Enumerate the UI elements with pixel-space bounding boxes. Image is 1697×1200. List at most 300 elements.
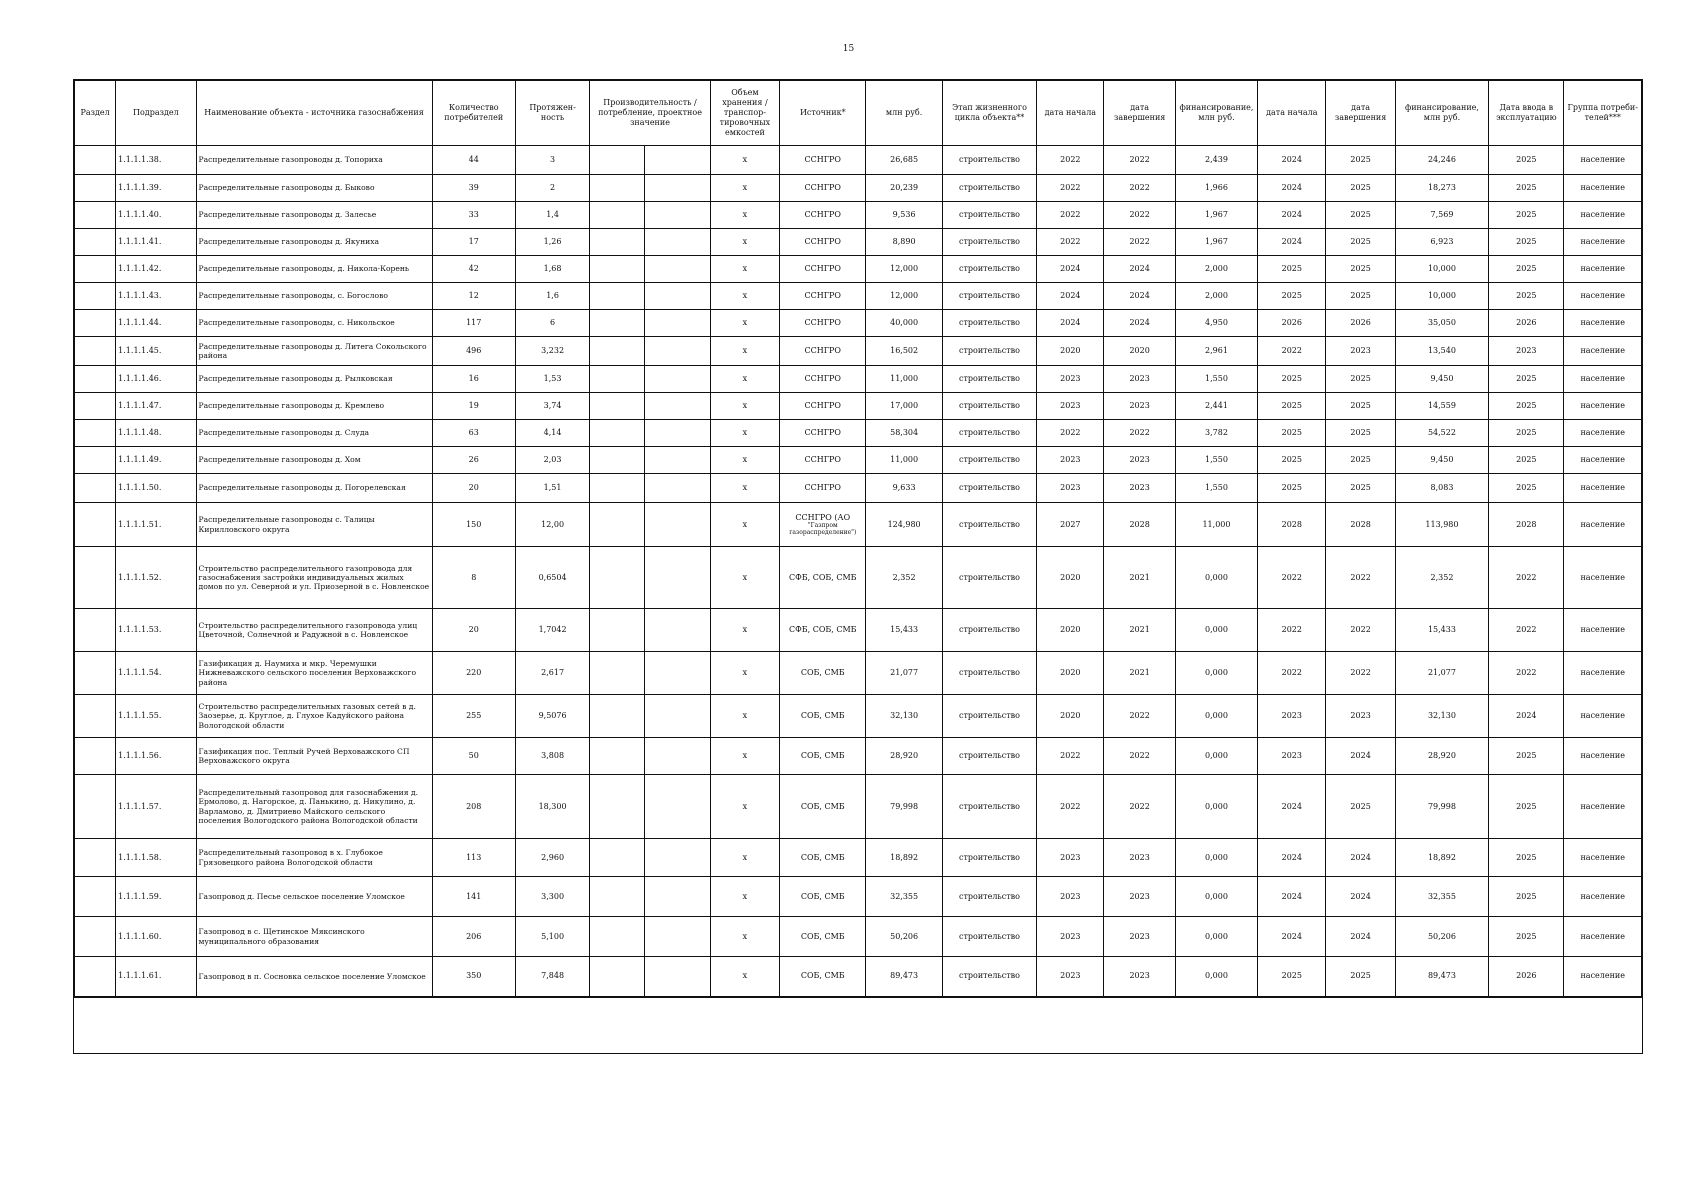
- row-date-end-1: 2021: [1104, 547, 1175, 609]
- row-consumer-group: население: [1564, 337, 1642, 366]
- row-storage: х: [710, 393, 779, 420]
- row-date-start-2: 2022: [1258, 652, 1326, 695]
- row-object-name: Газификация пос. Теплый Ручей Верховажского СП Верховажского округа: [196, 738, 432, 775]
- row-date-end-2: 2025: [1326, 256, 1395, 283]
- row-commission-date: 2022: [1489, 547, 1564, 609]
- row-financing-1: 0,000: [1175, 609, 1257, 652]
- row-object-name: Распределительные газопроводы д. Хом: [196, 447, 432, 474]
- row-financing-2: 18,892: [1395, 839, 1488, 877]
- row-code: 1.1.1.1.39.: [116, 175, 196, 202]
- row-date-end-2: 2025: [1326, 420, 1395, 447]
- table-row: [75, 652, 1642, 695]
- row-consumer-group: население: [1564, 366, 1642, 393]
- row-financing-2: 32,130: [1395, 695, 1488, 738]
- row-financing-2: 15,433: [1395, 609, 1488, 652]
- row-object-name: Газопровод д. Песье сельское поселение Уломское: [196, 877, 432, 917]
- row-object-name: Распределительные газопроводы д. Рылковская: [196, 366, 432, 393]
- row-date-end-1: 2022: [1104, 695, 1175, 738]
- row-stage: строительство: [942, 175, 1036, 202]
- row-consumer-group: население: [1564, 503, 1642, 547]
- row-consumers: 12: [432, 283, 515, 310]
- row-date-start-1: 2024: [1037, 310, 1104, 337]
- row-storage: х: [710, 775, 779, 839]
- row-code: 1.1.1.1.46.: [116, 366, 196, 393]
- row-consumer-group: население: [1564, 256, 1642, 283]
- row-source: ССНГРО: [780, 202, 866, 229]
- row-source: ССНГРО: [780, 229, 866, 256]
- row-date-start-2: 2022: [1258, 547, 1326, 609]
- row-productivity: [590, 957, 645, 997]
- row-date-start-1: 2024: [1037, 283, 1104, 310]
- row-date-end-2: 2023: [1326, 337, 1395, 366]
- row-date-end-2: 2025: [1326, 202, 1395, 229]
- row-length: 12,00: [515, 503, 589, 547]
- row-object-name: Распределительный газопровод для газоснабжения д. Ермолово, д. Нагорское, д. Панькино, д. Никулино, д. Варламово, д. Дмитриево Майского сельского поселения Вологодского района Вологодской области: [196, 775, 432, 839]
- row-financing-1: 2,439: [1175, 146, 1257, 175]
- table-row: [75, 283, 1642, 310]
- table-row: [75, 146, 1642, 175]
- row-financing-2: 50,206: [1395, 917, 1488, 957]
- row-date-start-1: 2023: [1037, 447, 1104, 474]
- row-consumer-group: население: [1564, 310, 1642, 337]
- row-consumer-group: население: [1564, 547, 1642, 609]
- row-date-start-1: 2023: [1037, 877, 1104, 917]
- row-commission-date: 2025: [1489, 447, 1564, 474]
- row-productivity: [590, 738, 645, 775]
- row-code: 1.1.1.1.58.: [116, 839, 196, 877]
- row-date-end-1: 2021: [1104, 652, 1175, 695]
- row-length: 3,300: [515, 877, 589, 917]
- row-consumer-group: население: [1564, 917, 1642, 957]
- row-length: 2,617: [515, 652, 589, 695]
- row-consumers: 496: [432, 337, 515, 366]
- row-cost: 16,502: [866, 337, 942, 366]
- row-productivity: [590, 256, 645, 283]
- row-commission-date: 2028: [1489, 503, 1564, 547]
- row-length: 3,808: [515, 738, 589, 775]
- row-razdel: [75, 337, 116, 366]
- row-razdel: [75, 503, 116, 547]
- row-stage: строительство: [942, 547, 1036, 609]
- row-date-start-1: 2024: [1037, 256, 1104, 283]
- row-storage: х: [710, 839, 779, 877]
- row-financing-2: 21,077: [1395, 652, 1488, 695]
- header-stage: Этап жизненного цикла объекта**: [942, 81, 1036, 146]
- row-productivity-value: [645, 877, 710, 917]
- row-object-name: Распределительные газопроводы д. Литега Сокольского района: [196, 337, 432, 366]
- row-date-end-2: 2025: [1326, 366, 1395, 393]
- row-productivity: [590, 229, 645, 256]
- table-row: [75, 775, 1642, 839]
- row-source: СФБ, СОБ, СМБ: [780, 547, 866, 609]
- row-stage: строительство: [942, 256, 1036, 283]
- row-stage: строительство: [942, 393, 1036, 420]
- table-row: [75, 695, 1642, 738]
- row-source: ССНГРО: [780, 420, 866, 447]
- row-date-end-2: 2024: [1326, 738, 1395, 775]
- row-consumers: 350: [432, 957, 515, 997]
- table-row: [75, 256, 1642, 283]
- row-consumers: 39: [432, 175, 515, 202]
- row-financing-2: 8,083: [1395, 474, 1488, 503]
- row-date-end-1: 2024: [1104, 256, 1175, 283]
- row-financing-2: 7,569: [1395, 202, 1488, 229]
- row-date-start-2: 2025: [1258, 256, 1326, 283]
- row-stage: строительство: [942, 310, 1036, 337]
- row-razdel: [75, 146, 116, 175]
- row-financing-2: 10,000: [1395, 256, 1488, 283]
- row-source: СОБ, СМБ: [780, 917, 866, 957]
- row-date-start-2: 2025: [1258, 420, 1326, 447]
- table-row: [75, 310, 1642, 337]
- row-length: 6: [515, 310, 589, 337]
- row-productivity: [590, 695, 645, 738]
- row-date-end-1: 2023: [1104, 393, 1175, 420]
- row-commission-date: 2025: [1489, 738, 1564, 775]
- row-date-end-1: 2023: [1104, 957, 1175, 997]
- table-row: [75, 503, 1642, 547]
- row-cost: 28,920: [866, 738, 942, 775]
- row-date-end-1: 2020: [1104, 337, 1175, 366]
- row-razdel: [75, 547, 116, 609]
- row-razdel: [75, 283, 116, 310]
- row-productivity-value: [645, 917, 710, 957]
- row-financing-2: 32,355: [1395, 877, 1488, 917]
- header-financing-2: финансирование, млн руб.: [1395, 81, 1488, 146]
- row-object-name: Распределительные газопроводы, с. Богослово: [196, 283, 432, 310]
- row-financing-2: 9,450: [1395, 366, 1488, 393]
- row-commission-date: 2025: [1489, 393, 1564, 420]
- row-date-end-2: 2025: [1326, 775, 1395, 839]
- row-financing-2: 2,352: [1395, 547, 1488, 609]
- row-source: СОБ, СМБ: [780, 775, 866, 839]
- row-financing-2: 24,246: [1395, 146, 1488, 175]
- row-financing-1: 1,550: [1175, 474, 1257, 503]
- row-date-end-1: 2022: [1104, 229, 1175, 256]
- row-razdel: [75, 256, 116, 283]
- row-source: ССНГРО: [780, 175, 866, 202]
- row-stage: строительство: [942, 420, 1036, 447]
- row-length: 0,6504: [515, 547, 589, 609]
- row-source: ССНГРО: [780, 393, 866, 420]
- row-date-end-1: 2023: [1104, 474, 1175, 503]
- row-financing-2: 113,980: [1395, 503, 1488, 547]
- row-productivity: [590, 877, 645, 917]
- row-financing-2: 28,920: [1395, 738, 1488, 775]
- header-source: Источник*: [780, 81, 866, 146]
- row-date-end-1: 2022: [1104, 202, 1175, 229]
- row-storage: х: [710, 547, 779, 609]
- row-date-end-1: 2022: [1104, 775, 1175, 839]
- row-consumer-group: население: [1564, 738, 1642, 775]
- row-date-end-1: 2022: [1104, 146, 1175, 175]
- row-source: СОБ, СМБ: [780, 738, 866, 775]
- row-source-main: ССНГРО (АО: [795, 512, 851, 522]
- row-object-name: Распределительные газопроводы д. Слуда: [196, 420, 432, 447]
- header-financing-1: финансирование, млн руб.: [1175, 81, 1257, 146]
- row-cost: 124,980: [866, 503, 942, 547]
- row-consumers: 141: [432, 877, 515, 917]
- row-storage: х: [710, 229, 779, 256]
- row-razdel: [75, 393, 116, 420]
- row-financing-2: 10,000: [1395, 283, 1488, 310]
- row-length: 3,74: [515, 393, 589, 420]
- row-date-end-1: 2023: [1104, 366, 1175, 393]
- row-date-start-2: 2025: [1258, 366, 1326, 393]
- row-storage: х: [710, 652, 779, 695]
- row-productivity: [590, 283, 645, 310]
- row-stage: строительство: [942, 695, 1036, 738]
- row-stage: строительство: [942, 652, 1036, 695]
- row-productivity-value: [645, 447, 710, 474]
- row-object-name: Распределительные газопроводы д. Погорелевская: [196, 474, 432, 503]
- row-date-end-2: 2024: [1326, 917, 1395, 957]
- row-stage: строительство: [942, 775, 1036, 839]
- table-row: [75, 175, 1642, 202]
- row-consumers: 17: [432, 229, 515, 256]
- row-razdel: [75, 695, 116, 738]
- row-object-name: Строительство распределительного газопровода улиц Цветочной, Солнечной и Радужной в с. Новленское: [196, 609, 432, 652]
- row-date-start-2: 2028: [1258, 503, 1326, 547]
- row-date-start-2: 2026: [1258, 310, 1326, 337]
- row-financing-1: 0,000: [1175, 775, 1257, 839]
- row-consumer-group: население: [1564, 420, 1642, 447]
- row-productivity: [590, 503, 645, 547]
- row-razdel: [75, 420, 116, 447]
- row-cost: 58,304: [866, 420, 942, 447]
- row-source: СОБ, СМБ: [780, 839, 866, 877]
- row-productivity: [590, 310, 645, 337]
- row-productivity: [590, 839, 645, 877]
- row-productivity-value: [645, 957, 710, 997]
- row-storage: х: [710, 283, 779, 310]
- table-row: [75, 609, 1642, 652]
- row-razdel: [75, 366, 116, 393]
- row-source: СОБ, СМБ: [780, 695, 866, 738]
- row-length: 1,51: [515, 474, 589, 503]
- row-length: 1,53: [515, 366, 589, 393]
- row-commission-date: 2022: [1489, 652, 1564, 695]
- row-code: 1.1.1.1.42.: [116, 256, 196, 283]
- row-storage: х: [710, 503, 779, 547]
- row-date-start-2: 2024: [1258, 175, 1326, 202]
- row-code: 1.1.1.1.47.: [116, 393, 196, 420]
- row-storage: х: [710, 366, 779, 393]
- row-storage: х: [710, 474, 779, 503]
- row-date-start-2: 2025: [1258, 474, 1326, 503]
- row-productivity-value: [645, 547, 710, 609]
- row-date-start-2: 2023: [1258, 695, 1326, 738]
- row-code: 1.1.1.1.38.: [116, 146, 196, 175]
- row-financing-1: 0,000: [1175, 695, 1257, 738]
- row-date-end-1: 2024: [1104, 310, 1175, 337]
- row-commission-date: 2026: [1489, 957, 1564, 997]
- row-financing-1: 1,550: [1175, 447, 1257, 474]
- row-object-name: Газопровод в с. Щетинское Мяксинского муниципального образования: [196, 917, 432, 957]
- row-storage: х: [710, 202, 779, 229]
- row-financing-1: 0,000: [1175, 957, 1257, 997]
- row-storage: х: [710, 420, 779, 447]
- row-length: 5,100: [515, 917, 589, 957]
- row-storage: х: [710, 337, 779, 366]
- row-code: 1.1.1.1.60.: [116, 917, 196, 957]
- row-razdel: [75, 917, 116, 957]
- row-consumers: 220: [432, 652, 515, 695]
- row-source: ССНГРО: [780, 474, 866, 503]
- row-storage: х: [710, 175, 779, 202]
- header-razdel: Раздел: [75, 81, 116, 146]
- header-object-name: Наименование объекта - источника газоснабжения: [196, 81, 432, 146]
- row-date-start-1: 2020: [1037, 609, 1104, 652]
- row-cost: 11,000: [866, 447, 942, 474]
- row-length: 2: [515, 175, 589, 202]
- row-razdel: [75, 775, 116, 839]
- row-length: 3,232: [515, 337, 589, 366]
- row-date-start-1: 2022: [1037, 146, 1104, 175]
- row-financing-1: 1,967: [1175, 229, 1257, 256]
- row-razdel: [75, 957, 116, 997]
- row-storage: х: [710, 447, 779, 474]
- row-consumer-group: население: [1564, 839, 1642, 877]
- row-consumers: 42: [432, 256, 515, 283]
- row-stage: строительство: [942, 337, 1036, 366]
- row-financing-1: 3,782: [1175, 420, 1257, 447]
- row-code: 1.1.1.1.44.: [116, 310, 196, 337]
- row-consumers: 33: [432, 202, 515, 229]
- gas-supply-objects-table: [74, 80, 1642, 998]
- row-razdel: [75, 175, 116, 202]
- row-razdel: [75, 738, 116, 775]
- row-storage: х: [710, 738, 779, 775]
- row-date-end-1: 2021: [1104, 609, 1175, 652]
- row-consumers: 19: [432, 393, 515, 420]
- row-cost: 15,433: [866, 609, 942, 652]
- row-productivity: [590, 447, 645, 474]
- row-code: 1.1.1.1.54.: [116, 652, 196, 695]
- row-commission-date: 2023: [1489, 337, 1564, 366]
- header-date-end-1: дата завершения: [1104, 81, 1175, 146]
- row-consumers: 8: [432, 547, 515, 609]
- row-storage: х: [710, 146, 779, 175]
- row-date-end-1: 2023: [1104, 447, 1175, 474]
- row-stage: строительство: [942, 917, 1036, 957]
- row-source: ССНГРО: [780, 310, 866, 337]
- row-consumers: 16: [432, 366, 515, 393]
- row-commission-date: 2025: [1489, 229, 1564, 256]
- row-consumer-group: население: [1564, 775, 1642, 839]
- row-date-end-1: 2022: [1104, 175, 1175, 202]
- row-object-name: Распределительные газопроводы д. Якуниха: [196, 229, 432, 256]
- row-commission-date: 2022: [1489, 609, 1564, 652]
- row-date-start-2: 2023: [1258, 738, 1326, 775]
- row-length: 1,4: [515, 202, 589, 229]
- row-financing-2: 18,273: [1395, 175, 1488, 202]
- table-row: [75, 366, 1642, 393]
- row-object-name: Газификация д. Наумиха и мкр. Черемушки Нижневажского сельского поселения Верховажского района: [196, 652, 432, 695]
- row-productivity: [590, 393, 645, 420]
- row-cost: 9,536: [866, 202, 942, 229]
- row-length: 9,5076: [515, 695, 589, 738]
- row-productivity-value: [645, 775, 710, 839]
- row-date-start-1: 2020: [1037, 547, 1104, 609]
- row-source: ССНГРО: [780, 366, 866, 393]
- row-date-start-1: 2023: [1037, 474, 1104, 503]
- row-razdel: [75, 609, 116, 652]
- row-code: 1.1.1.1.59.: [116, 877, 196, 917]
- row-date-start-1: 2023: [1037, 957, 1104, 997]
- row-productivity-value: [645, 175, 710, 202]
- row-consumers: 20: [432, 474, 515, 503]
- row-code: 1.1.1.1.48.: [116, 420, 196, 447]
- row-cost: 32,130: [866, 695, 942, 738]
- table-row: [75, 839, 1642, 877]
- row-object-name: Распределительные газопроводы д. Быково: [196, 175, 432, 202]
- row-consumer-group: население: [1564, 474, 1642, 503]
- row-date-start-1: 2027: [1037, 503, 1104, 547]
- page-number: 15: [842, 44, 855, 54]
- row-financing-1: 11,000: [1175, 503, 1257, 547]
- row-length: 1,26: [515, 229, 589, 256]
- row-consumer-group: население: [1564, 877, 1642, 917]
- row-financing-2: 14,559: [1395, 393, 1488, 420]
- row-date-end-1: 2023: [1104, 917, 1175, 957]
- row-code: 1.1.1.1.61.: [116, 957, 196, 997]
- header-productivity: Производительность / потребление, проектное значение: [590, 81, 711, 146]
- row-length: 2,960: [515, 839, 589, 877]
- table-row: [75, 474, 1642, 503]
- row-financing-1: 0,000: [1175, 738, 1257, 775]
- row-date-end-1: 2023: [1104, 839, 1175, 877]
- row-consumer-group: население: [1564, 146, 1642, 175]
- row-razdel: [75, 839, 116, 877]
- row-storage: х: [710, 695, 779, 738]
- row-commission-date: 2025: [1489, 283, 1564, 310]
- row-stage: строительство: [942, 957, 1036, 997]
- row-length: 2,03: [515, 447, 589, 474]
- row-commission-date: 2025: [1489, 256, 1564, 283]
- row-date-start-2: 2024: [1258, 229, 1326, 256]
- row-date-start-1: 2023: [1037, 839, 1104, 877]
- row-cost: 11,000: [866, 366, 942, 393]
- table-body: [75, 146, 1642, 997]
- row-code: 1.1.1.1.50.: [116, 474, 196, 503]
- row-cost: 79,998: [866, 775, 942, 839]
- row-date-start-1: 2023: [1037, 393, 1104, 420]
- table-row: [75, 917, 1642, 957]
- row-commission-date: 2025: [1489, 839, 1564, 877]
- row-cost: 18,892: [866, 839, 942, 877]
- row-productivity-value: [645, 146, 710, 175]
- table-row: [75, 420, 1642, 447]
- row-date-start-2: 2024: [1258, 917, 1326, 957]
- row-length: 1,68: [515, 256, 589, 283]
- row-productivity-value: [645, 393, 710, 420]
- row-stage: строительство: [942, 609, 1036, 652]
- row-code: 1.1.1.1.55.: [116, 695, 196, 738]
- row-source: СОБ, СМБ: [780, 652, 866, 695]
- row-date-end-1: 2024: [1104, 283, 1175, 310]
- row-date-end-2: 2025: [1326, 229, 1395, 256]
- row-date-start-2: 2024: [1258, 202, 1326, 229]
- row-date-end-2: 2025: [1326, 393, 1395, 420]
- row-consumers: 117: [432, 310, 515, 337]
- row-date-start-1: 2022: [1037, 420, 1104, 447]
- row-financing-1: 0,000: [1175, 839, 1257, 877]
- row-storage: х: [710, 310, 779, 337]
- row-consumer-group: население: [1564, 229, 1642, 256]
- row-productivity: [590, 366, 645, 393]
- row-cost: 20,239: [866, 175, 942, 202]
